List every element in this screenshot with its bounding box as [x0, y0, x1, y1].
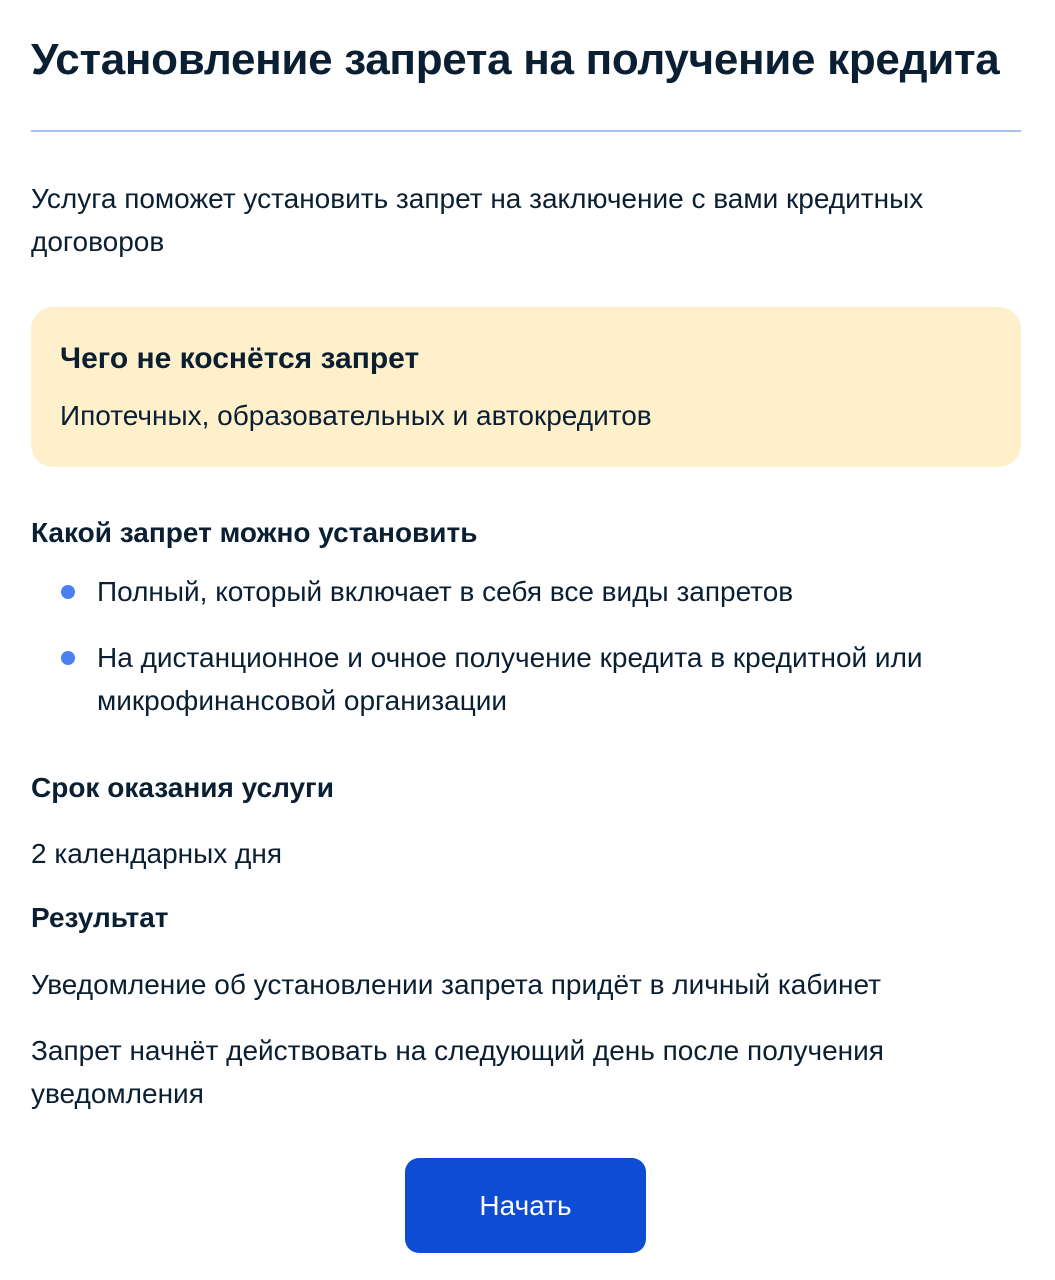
ban-types-list — [31, 570, 1021, 745]
title-divider — [31, 130, 1021, 132]
bullet-dot-icon — [61, 651, 75, 665]
list-item-text: На дистанционное и очное получение кредита в кредитной или микрофинансовой организации — [97, 642, 923, 716]
notice-text: Ипотечных, образовательных и автокредитов — [60, 400, 652, 431]
bullet-dot-icon — [61, 585, 75, 599]
list-item — [31, 636, 977, 722]
result-title: Результат — [31, 902, 169, 933]
page-title: Установление запрета на получение кредита — [31, 35, 1000, 84]
notice-title: Чего не коснётся запрет — [60, 342, 420, 375]
list-item-text: Полный, который включает в себя все виды запретов — [97, 576, 794, 607]
ban-types-title: Какой запрет можно установить — [31, 517, 478, 548]
result-text: Запрет начнёт действовать на следующий день после получения уведомления — [31, 1035, 884, 1109]
result-text: Уведомление об установлении запрета придёт в личный кабинет — [31, 969, 881, 1000]
service-description: Услуга поможет установить запрет на заключение с вами кредитных договоров — [31, 183, 924, 257]
list-item — [31, 570, 977, 613]
term-value: 2 календарных дня — [31, 838, 282, 869]
start-button[interactable]: Начать — [405, 1158, 646, 1253]
term-title: Срок оказания услуги — [31, 772, 334, 803]
notice-box — [31, 307, 1021, 467]
